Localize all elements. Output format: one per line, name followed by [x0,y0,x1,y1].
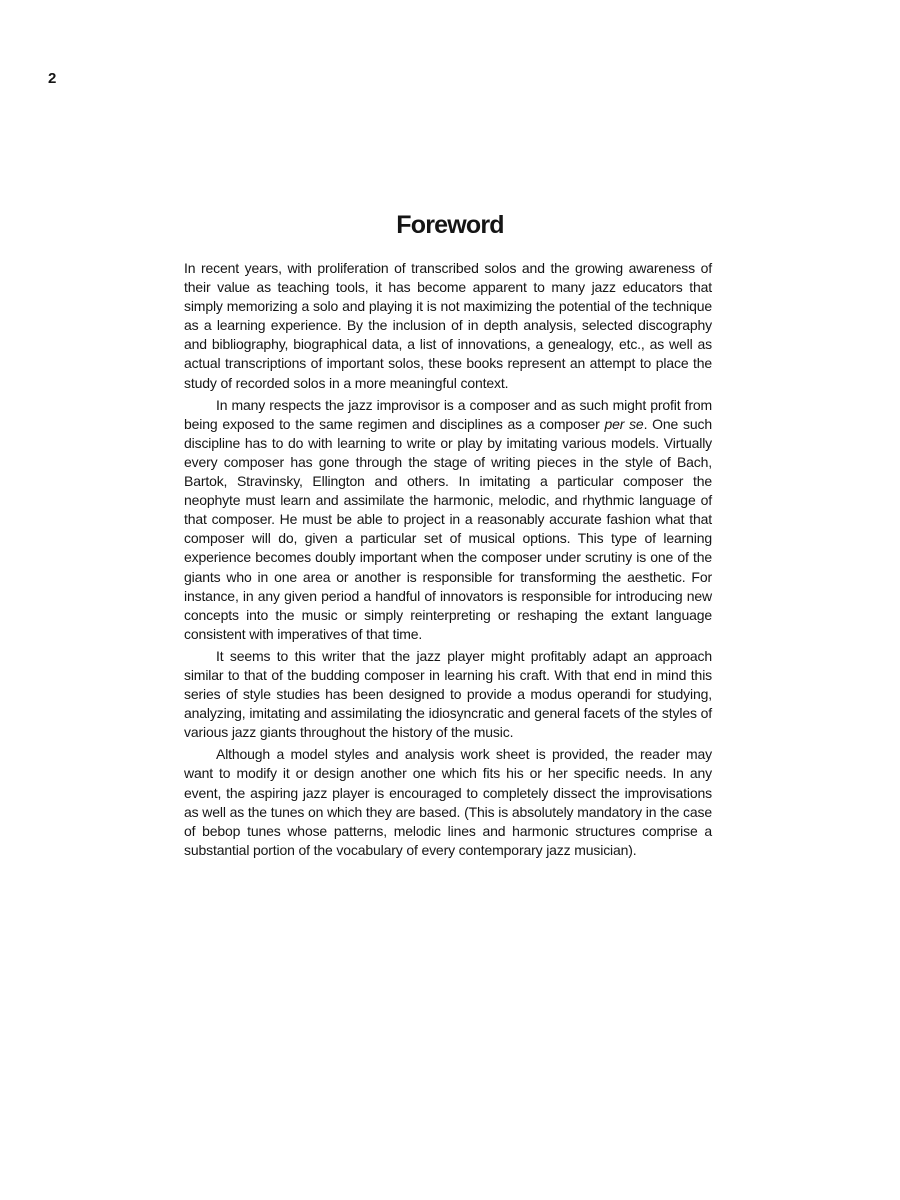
paragraph-style-studies: It seems to this writer that the jazz player might profitably adapt an approach similar to that of the budding composer in learning his craft. With that end in mind this series of style studies has been designed to provide a modus operandi for studying, analyzing, imitating and assimilating the idiosyncratic and general facets of the styles of various jazz giants throughout the history of the music. [184,647,712,741]
foreword-body [184,259,712,863]
paragraph-composer [184,396,712,644]
italic-per-se: per se [604,415,644,432]
paragraph-composer-part-2: . One such discipline has to do with learning to write or play by imitating various models. Virtually every composer has gone through the stage of writing pieces in the style of Bach, Bartok, Stravinsky, Ellington and others. In imitating a particular composer the neophyte must learn and assimilate the harmonic, melodic, and rhythmic language of that composer. He must be able to project in a reasonably accurate fashion what that composer will do, given a particular set of musical options. This type of learning experience becomes doubly important when the composer under scrutiny is one of the giants who in one area or another is responsible for transforming the aesthetic. For instance, in any given period a handful of innovators is responsible for introducing new concepts into the music or simply reinterpreting or reshaping the extant language consistent with imperatives of that time. [184,415,712,642]
page-number: 2 [48,70,57,87]
paragraph-intro: In recent years, with proliferation of transcribed solos and the growing awareness of their value as teaching tools, it has become apparent to many jazz educators that simply memorizing a solo and playing it is not maximizing the potential of the technique as a learning experience. By the inclusion of in depth analysis, selected discography and bibliography, biographical data, a list of innovations, a genealogy, etc., as well as actual transcriptions of important solos, these books represent an attempt to place the study of recorded solos in a more meaningful context. [184,260,712,391]
paragraph-work-sheet: Although a model styles and analysis work sheet is provided, the reader may want to modify it or design another one which fits his or her specific needs. In any event, the aspiring jazz player is encouraged to completely dissect the improvisations as well as the tunes on which they are based. (This is absolutely mandatory in the case of bebop tunes whose patterns, melodic lines and harmonic structures comprise a substantial portion of the vocabulary of every contemporary jazz musician). [184,746,712,858]
page-title: Foreword [396,211,504,239]
paragraph-composer-part-1: In many respects the jazz improvisor is a composer and as such might profit from being exposed to the same regimen and disciplines as a composer [184,396,712,432]
